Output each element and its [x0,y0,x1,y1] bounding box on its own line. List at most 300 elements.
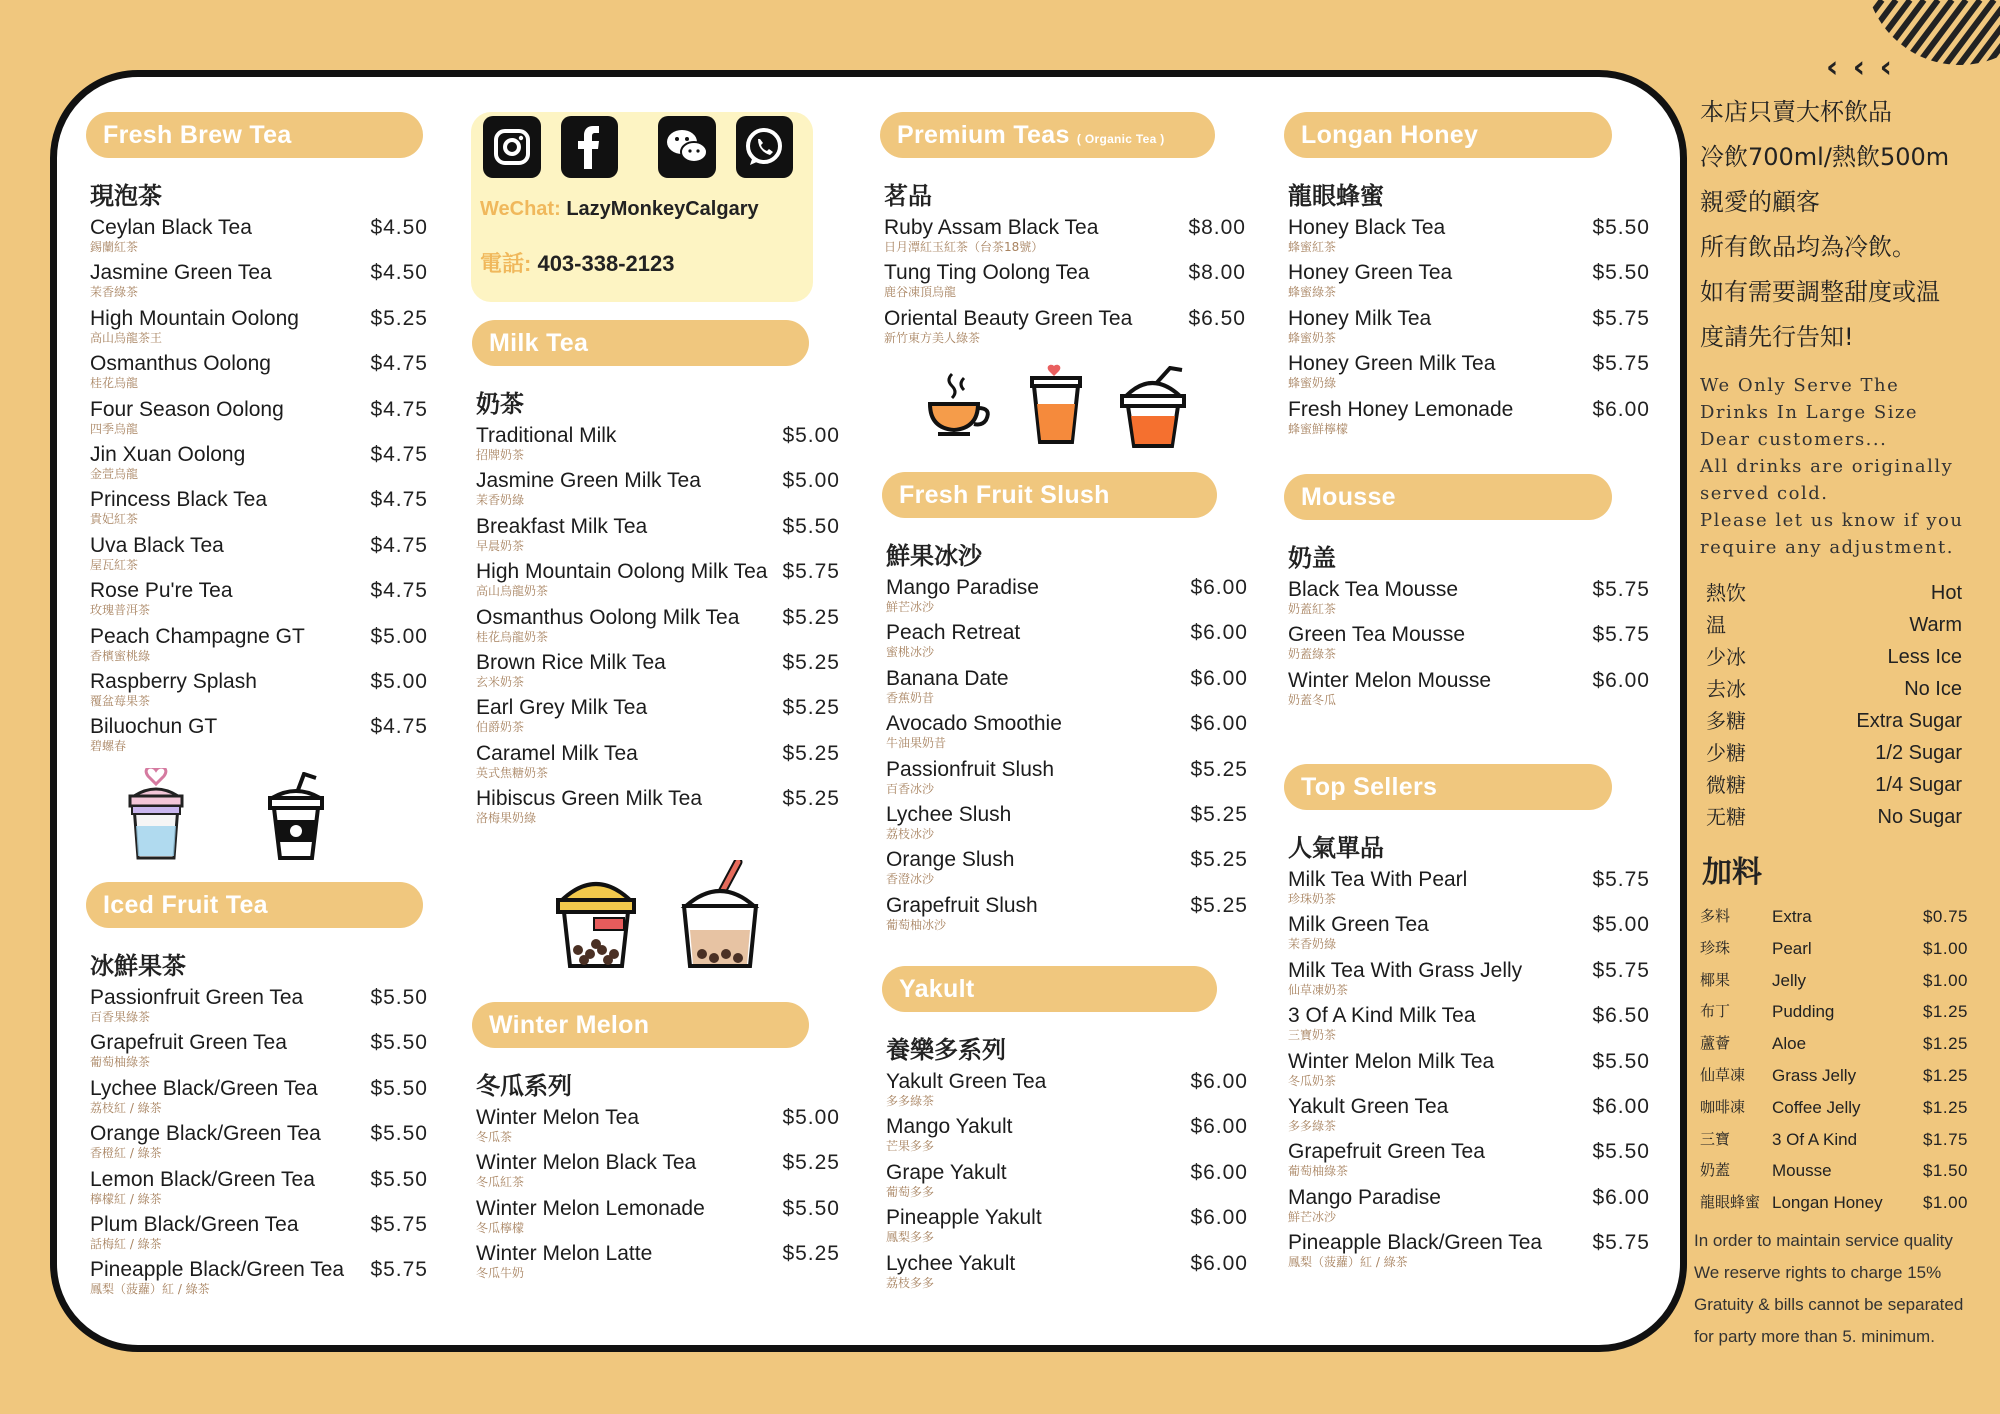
item-price: $5.25 [782,650,840,674]
section-header-yakult: Yakult [882,966,1217,1012]
menu-item [882,1115,1248,1160]
addon-en: Pudding [1772,1002,1835,1022]
section-header-premium [880,112,1215,158]
item-name: Honey Green Tea [1288,261,1453,285]
option-row [1706,609,1962,641]
menu-item [1284,398,1650,443]
addon-en: 3 Of A Kind [1772,1129,1858,1149]
menu-item [1284,352,1650,397]
option-en: No Sugar [1877,806,1962,828]
item-price: $4.50 [370,261,428,285]
item-name: Fresh Honey Lemonade [1288,397,1514,421]
menu-item [472,1242,840,1287]
item-chinese-name: 奶蓋冬瓜 [1288,692,1337,707]
item-chinese-name: 玄米奶茶 [476,674,525,689]
item-name: Traditional Milk [476,424,617,447]
item-name: Grape Yakult [886,1160,1007,1184]
item-name: Ceylan Black Tea [90,216,252,239]
item-chinese-name: 錫蘭紅茶 [90,240,139,254]
premium-title: Premium Teas [897,121,1070,149]
item-chinese-name: 三寶奶茶 [1288,1028,1337,1043]
menu-item [472,469,840,514]
item-price: $5.75 [1592,623,1650,647]
item-chinese-name: 茉香奶綠 [1288,937,1337,952]
menu-item [1284,959,1650,1004]
menu-item [86,579,428,624]
item-price: $5.50 [370,1167,428,1191]
item-name: Banana Date [886,666,1009,690]
notice-line-zh: 所有飲品均為冷飲。 [1700,233,1916,261]
addon-row [1700,996,1990,1028]
chevron-decoration-icon: ‹ ‹ ‹ [1826,50,1894,85]
item-chinese-name: 冬瓜檸檬 [476,1220,525,1235]
item-price: $5.25 [782,605,840,629]
addon-price: $1.00 [1922,1193,1968,1213]
menu-item [882,1206,1248,1251]
addon-title: 加料 [1702,855,1762,890]
item-price: $6.00 [1190,1251,1248,1275]
item-price: $5.00 [370,624,428,648]
section-header-fruit-slush: Fresh Fruit Slush [882,472,1217,518]
menu-item [472,696,840,741]
item-name: Jasmine Green Milk Tea [476,469,701,493]
item-price: $5.25 [782,787,840,811]
menu-item [472,787,840,832]
hot-tea-cup-icon [924,370,996,447]
menu-list-mousse [1284,578,1650,714]
addon-zh: 布丁 [1700,1002,1731,1021]
notice-line-zh: 親愛的顧客 [1700,188,1820,216]
item-chinese-name: 葡萄多多 [886,1184,935,1199]
option-row [1706,737,1962,769]
item-price: $6.00 [1592,1094,1650,1118]
item-price: $4.75 [370,442,428,466]
menu-item [86,261,428,306]
column-premium [880,112,1246,352]
menu-item [1284,1095,1650,1140]
item-chinese-name: 招牌奶茶 [476,448,525,462]
item-name: Four Season Oolong [90,397,284,421]
item-chinese-name: 奶蓋綠茶 [1288,647,1337,662]
menu-item [86,307,428,352]
wechat-label: WeChat: [480,198,561,220]
item-chinese-name: 蜂蜜奶茶 [1288,330,1337,345]
section-subtitle-fresh-brew: 現泡茶 [90,182,162,210]
chinese-notice [1700,90,1990,360]
addon-zh: 珍珠 [1700,938,1731,957]
notice-line-zh: 度請先行告知! [1700,323,1854,351]
menu-item [86,986,428,1031]
item-price: $5.50 [370,1076,428,1100]
item-chinese-name: 冬瓜紅茶 [476,1175,525,1190]
menu-item [882,621,1248,666]
option-zh: 无糖 [1706,805,1746,829]
option-zh: 少糖 [1706,741,1746,765]
section-header-mousse: Mousse [1284,474,1612,520]
menu-item [1284,623,1650,668]
item-price: $5.25 [782,696,840,720]
item-price: $5.25 [782,1151,840,1175]
item-name: Honey Milk Tea [1288,306,1432,330]
menu-item [882,1070,1248,1115]
item-chinese-name: 葡萄柚綠茶 [90,1055,151,1070]
phone-label: 電話: [480,251,532,276]
wechat-line [471,198,813,221]
menu-item [472,651,840,696]
item-name: Lychee Black/Green Tea [90,1076,318,1100]
addon-zh: 三寶 [1700,1129,1731,1148]
item-price: $5.50 [370,1122,428,1146]
whatsapp-icon[interactable] [736,116,794,178]
item-chinese-name: 茉香綠茶 [90,285,139,300]
menu-item [86,1213,428,1258]
column-iced-fruit [86,882,428,1304]
notice-line-en: Please let us know if you [1700,510,1964,531]
contact-panel [471,112,813,302]
item-chinese-name: 荔枝多多 [886,1275,935,1290]
addon-price: $1.00 [1922,970,1968,990]
notice-line-en: Dear customers... [1700,429,1888,450]
menu-list-yakult [882,1070,1248,1297]
item-price: $6.00 [1592,668,1650,692]
item-name: Mango Yakult [886,1115,1013,1139]
customization-options [1700,577,1990,833]
menu-item [1284,1140,1650,1185]
item-chinese-name: 屋瓦紅茶 [90,557,139,572]
item-chinese-name: 蜂蜜紅茶 [1288,240,1337,254]
item-price: $5.50 [370,986,428,1009]
item-chinese-name: 香澄冰沙 [886,872,935,887]
menu-item [86,352,428,397]
notice-line: Gratuity & bills cannot be separated [1694,1294,1964,1314]
menu-item [1284,216,1650,261]
item-name: Hibiscus Green Milk Tea [476,787,703,811]
item-chinese-name: 鮮芒冰沙 [1288,1209,1337,1224]
addon-price: $1.75 [1922,1129,1968,1149]
menu-item [1284,1231,1650,1276]
phone-number[interactable]: 403-338-2123 [537,251,675,276]
addon-row [1700,901,1990,933]
section-header-fresh-brew: Fresh Brew Tea [86,112,423,158]
option-en: No Ice [1904,678,1962,700]
addon-row [1700,1060,1990,1092]
item-chinese-name: 荔枝冰沙 [886,826,935,841]
item-chinese-name: 香橙紅 / 綠茶 [90,1146,162,1161]
menu-list-winter-melon [472,1106,840,1288]
item-price: $4.75 [370,352,428,376]
item-price: $5.50 [1592,216,1650,239]
option-zh: 多糖 [1706,709,1746,733]
addon-en: Grass Jelly [1772,1065,1857,1085]
addon-row [1700,1124,1990,1156]
item-price: $5.75 [1592,306,1650,330]
item-name: Lychee Slush [886,802,1012,826]
addon-en: Longan Honey [1772,1193,1883,1213]
heart-cup-icon [126,768,186,865]
column-milk-tea [472,320,840,833]
option-row [1706,641,1962,673]
addon-price: $1.00 [1922,938,1968,958]
item-name: Lemon Black/Green Tea [90,1167,315,1191]
item-price: $8.00 [1188,216,1246,239]
menu-item [1284,913,1650,958]
addon-row [1700,1092,1990,1124]
wechat-icon[interactable] [658,116,716,178]
item-chinese-name: 香蕉奶昔 [886,690,935,705]
item-price: $4.75 [370,715,428,739]
option-en: 1/4 Sugar [1875,774,1962,796]
item-name: Pineapple Yakult [886,1206,1042,1230]
item-price: $6.00 [1190,576,1248,599]
item-chinese-name: 蜜桃冰沙 [886,645,935,660]
item-chinese-name: 鹿谷凍頂烏龍 [884,285,957,300]
item-price: $5.25 [1190,802,1248,826]
item-chinese-name: 高山烏龍奶茶 [476,584,549,599]
menu-item [882,1161,1248,1206]
option-row [1706,577,1962,609]
menu-item [882,712,1248,757]
item-chinese-name: 鳳梨（菠蘿）紅 / 綠茶 [90,1282,210,1297]
item-chinese-name: 高山烏龍茶王 [90,330,163,345]
item-price: $8.00 [1188,261,1246,285]
item-chinese-name: 覆盆莓果茶 [90,693,151,708]
menu-item [880,216,1246,261]
item-price: $6.00 [1190,666,1248,690]
domed-drink-cup-icon [1120,366,1186,453]
item-price: $4.50 [370,216,428,239]
addon-row [1700,933,1990,965]
menu-item [86,1168,428,1213]
item-name: Rose Pu're Tea [90,579,233,603]
column-longan [1284,112,1650,443]
addon-price: $1.50 [1922,1161,1968,1181]
item-name: Winter Melon Tea [476,1106,640,1129]
item-chinese-name: 仙草凍奶茶 [1288,982,1349,997]
section-header-iced-fruit: Iced Fruit Tea [86,882,423,928]
notice-line-zh: 本店只賣大杯飲品 [1700,98,1892,126]
addon-row [1700,1028,1990,1060]
item-name: Peach Retreat [886,621,1021,645]
item-price: $5.00 [782,469,840,493]
item-name: 3 Of A Kind Milk Tea [1288,1004,1476,1028]
item-name: Orange Black/Green Tea [90,1122,321,1146]
item-chinese-name: 葡萄柚綠茶 [1288,1164,1349,1179]
menu-item [86,670,428,715]
item-name: Grapefruit Green Tea [90,1031,287,1055]
addon-en: Jelly [1772,970,1807,990]
item-price: $6.00 [1190,621,1248,645]
item-price: $5.50 [1592,261,1650,285]
item-price: $5.50 [370,1031,428,1055]
option-row [1706,801,1962,833]
item-name: Winter Melon Latte [476,1242,653,1266]
item-price: $6.00 [1592,1185,1650,1209]
menu-item [86,715,428,760]
item-name: Mango Paradise [886,576,1039,599]
item-name: Honey Black Tea [1288,216,1446,239]
addon-row [1700,965,1990,997]
item-chinese-name: 洛梅果奶綠 [476,811,537,826]
item-price: $5.25 [1190,757,1248,781]
addon-price: $1.25 [1922,1002,1968,1022]
item-name: Oriental Beauty Green Tea [884,306,1133,330]
item-price: $4.75 [370,533,428,557]
item-chinese-name: 蜂蜜綠茶 [1288,285,1337,300]
takeaway-cup-icon [268,772,324,865]
item-name: Osmanthus Oolong [90,352,271,376]
item-name: Pineapple Black/Green Tea [90,1258,345,1282]
notice-line-en: served cold. [1700,483,1829,504]
item-chinese-name: 金萱烏龍 [90,466,139,481]
column-fruit-slush [882,472,1248,939]
item-chinese-name: 英式焦糖奶茶 [476,765,549,780]
notice-line-en: require any adjustment. [1700,537,1954,558]
option-zh: 少冰 [1706,645,1746,669]
service-notice [1694,1225,1990,1353]
item-name: Black Tea Mousse [1288,578,1459,601]
addon-zh: 蘆薈 [1700,1034,1731,1053]
item-name: Yakult Green Tea [1288,1094,1449,1118]
notice-line: for party more than 5. minimum. [1694,1326,1935,1346]
item-chinese-name: 伯爵奶茶 [476,720,525,735]
addon-price: $1.25 [1922,1065,1968,1085]
item-chinese-name: 鳳梨多多 [886,1230,935,1245]
menu-list-fresh-brew [86,216,428,761]
wechat-id[interactable]: LazyMonkeyCalgary [566,198,759,220]
item-price: $5.75 [1592,1231,1650,1255]
item-name: Peach Champagne GT [90,624,305,648]
section-header-milk-tea: Milk Tea [472,320,809,366]
item-chinese-name: 冬瓜茶 [476,1130,513,1144]
menu-item [86,398,428,443]
notice-line-en: We Only Serve The [1700,375,1900,396]
item-price: $5.25 [1190,848,1248,872]
addon-row [1700,1155,1990,1187]
item-name: Avocado Smoothie [886,712,1062,736]
menu-item [86,1077,428,1122]
item-name: Raspberry Splash [90,669,257,693]
section-header-top-sellers: Top Sellers [1284,764,1612,810]
facebook-icon[interactable] [561,116,619,178]
item-name: Biluochun GT [90,715,218,739]
phone-line [471,247,813,278]
menu-item [882,758,1248,803]
menu-item [882,894,1248,939]
item-price: $5.75 [370,1258,428,1282]
item-chinese-name: 檸檬紅 / 綠茶 [90,1191,162,1206]
section-subtitle-mousse: 奶盖 [1288,544,1336,572]
item-name: Milk Tea With Grass Jelly [1288,958,1523,982]
item-name: Plum Black/Green Tea [90,1212,299,1236]
item-name: Milk Tea With Pearl [1288,868,1468,891]
addon-zh: 多料 [1700,907,1731,925]
option-zh: 微糖 [1706,773,1746,797]
notice-line-zh: 如有需要調整甜度或温 [1700,278,1940,306]
item-name: Milk Green Tea [1288,913,1429,937]
item-name: Breakfast Milk Tea [476,514,648,538]
option-row [1706,769,1962,801]
item-name: Grapefruit Green Tea [1288,1140,1485,1164]
section-subtitle-longan: 龍眼蜂蜜 [1288,182,1384,210]
item-chinese-name: 百香果綠茶 [90,1010,151,1024]
menu-item [86,1031,428,1076]
info-sidebar [1694,90,1990,1353]
addon-en: Extra [1772,907,1812,926]
notice-line-en: Drinks In Large Size [1700,402,1919,423]
item-price: $5.75 [1592,578,1650,601]
item-chinese-name: 四季烏龍 [90,421,139,436]
option-en: Less Ice [1887,646,1962,668]
section-header-winter-melon: Winter Melon [472,1002,809,1048]
notice-line-zh: 冷飲700ml/熱飲500m [1700,143,1950,171]
item-name: Princess Black Tea [90,488,268,512]
addon-en: Pearl [1772,938,1812,958]
notice-line: In order to maintain service quality [1694,1230,1953,1250]
item-price: $5.00 [1592,913,1650,937]
item-price: $5.50 [782,1196,840,1220]
item-name: Orange Slush [886,848,1015,872]
menu-list-longan [1284,216,1650,443]
menu-item [86,1122,428,1167]
item-price: $6.50 [1592,1004,1650,1028]
menu-item [1284,1050,1650,1095]
instagram-icon[interactable] [483,116,541,178]
menu-item [472,606,840,651]
item-price: $5.25 [782,1242,840,1266]
item-chinese-name: 鮮芒冰沙 [886,600,935,614]
section-subtitle-iced-fruit: 冰鮮果茶 [90,952,186,980]
option-row [1706,673,1962,705]
item-name: Honey Green Milk Tea [1288,352,1496,376]
item-name: Jin Xuan Oolong [90,442,246,466]
item-price: $5.00 [370,669,428,693]
item-chinese-name: 葡萄柚冰沙 [886,917,947,932]
menu-item [472,742,840,787]
menu-list-fruit-slush [882,576,1248,939]
item-name: High Mountain Oolong Milk Tea [476,560,768,584]
menu-item [1284,307,1650,352]
item-price: $5.50 [1592,1049,1650,1073]
item-name: Winter Melon Milk Tea [1288,1049,1495,1073]
item-chinese-name: 多多綠茶 [1288,1118,1337,1133]
item-chinese-name: 桂花烏龍奶茶 [476,629,549,644]
addon-en: Aloe [1772,1034,1807,1054]
item-chinese-name: 冬瓜牛奶 [476,1266,525,1281]
item-price: $4.75 [370,397,428,421]
menu-item [882,1252,1248,1297]
item-chinese-name: 芒果多多 [886,1139,935,1154]
section-header-longan: Longan Honey [1284,112,1612,158]
addon-zh: 椰果 [1700,970,1731,989]
section-subtitle-yakult: 養樂多系列 [886,1036,1006,1064]
item-price: $6.00 [1190,1070,1248,1093]
item-chinese-name: 桂花烏龍 [90,376,139,391]
item-name: Pineapple Black/Green Tea [1288,1231,1543,1255]
section-subtitle-milk-tea: 奶茶 [476,390,524,418]
english-notice [1700,372,1990,561]
menu-item [882,803,1248,848]
menu-item [86,216,428,261]
menu-item [86,625,428,670]
item-chinese-name: 鳳梨（菠蘿）紅 / 綠茶 [1288,1255,1408,1270]
section-subtitle-top-sellers: 人氣單品 [1288,834,1384,862]
addon-list [1700,901,1990,1219]
item-name: Jasmine Green Tea [90,261,272,285]
item-price: $5.75 [1592,352,1650,376]
option-zh: 温 [1706,613,1726,637]
menu-item [1284,1186,1650,1231]
item-chinese-name: 珍珠奶茶 [1288,892,1337,906]
